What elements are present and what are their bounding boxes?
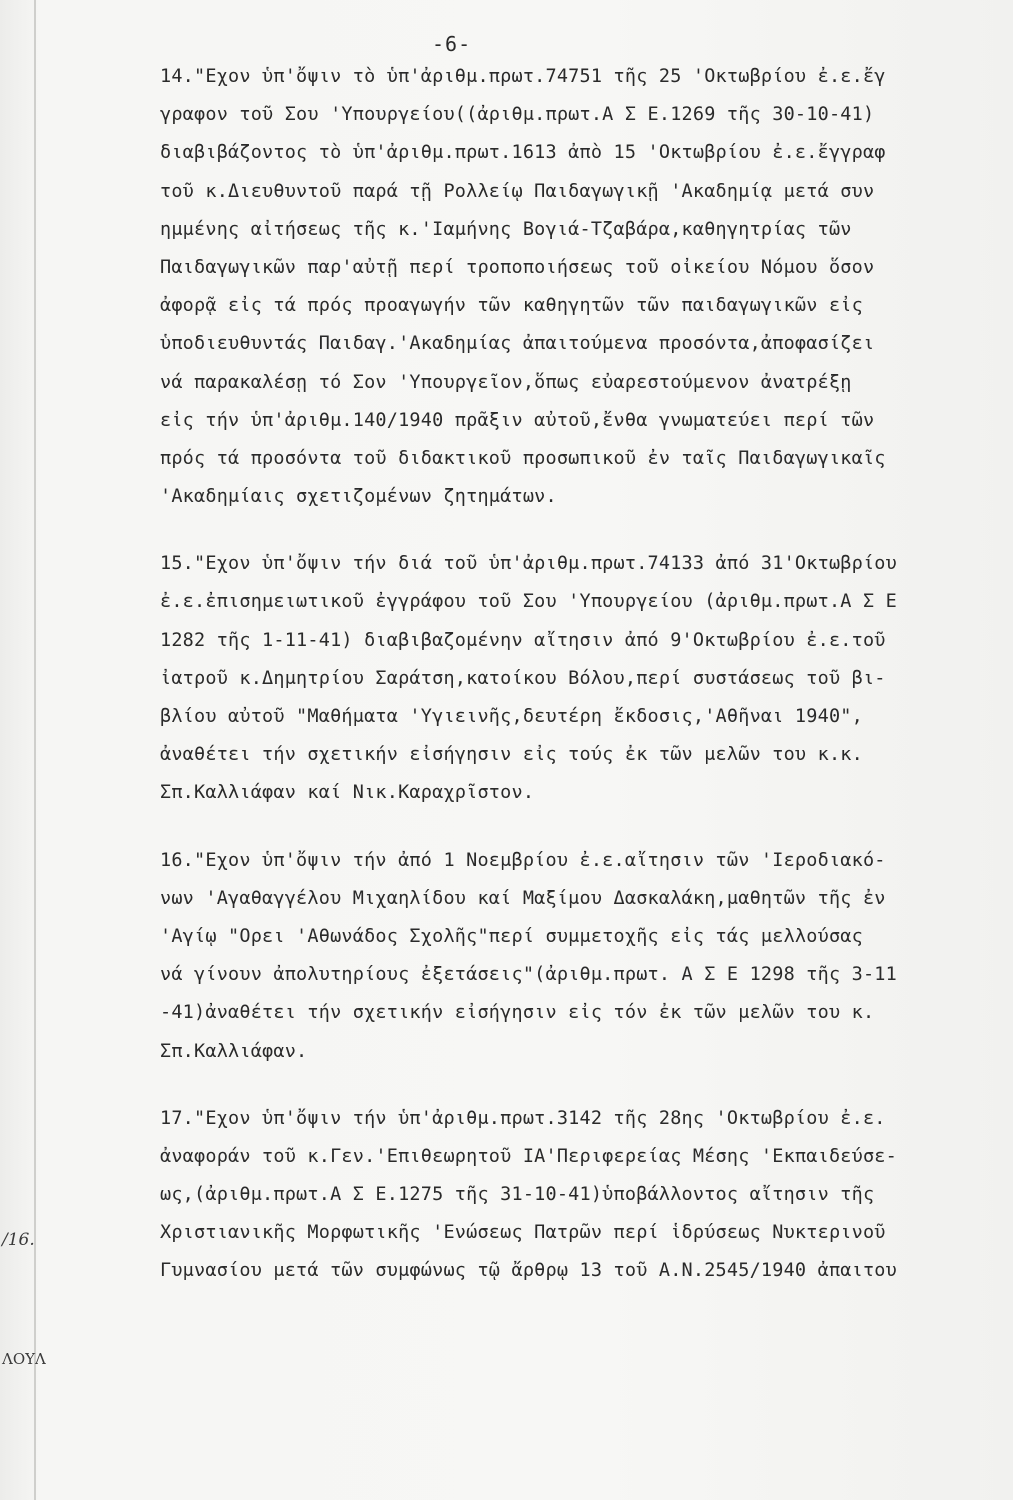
text-line: εἰς τήν ὑπ'ἀριθμ.140/1940 πρᾶξιν αὐτοῦ,ἔνθα γνωματεύει περί τῶν — [160, 409, 875, 431]
text-line: 16."Εχον ὑπ'ὄψιν τήν ἀπό 1 Νοεμβρίου ἐ.ε.αἴτησιν τῶν 'Ιεροδιακό- — [160, 849, 886, 871]
text-line: ἐ.ε.ἐπισημειωτικοῦ ἐγγράφου τοῦ Σου 'Υπουργείου (ἀριθμ.πρωτ.Α Σ Ε — [160, 591, 897, 613]
margin-note: /16. — [2, 1230, 35, 1250]
paragraph-item-16 — [160, 842, 1010, 1071]
text-line: ἰατροῦ κ.Δημητρίου Σαράτση,κατοίκου Βόλου,περί συστάσεως τοῦ βι- — [160, 667, 886, 689]
text-line: ως,(ἀριθμ.πρωτ.Α Σ Ε.1275 τῆς 31-10-41)ὑποβάλλοντος αἴτησιν τῆς — [160, 1184, 875, 1206]
text-line: ὑποδιευθυντάς Παιδαγ.'Ακαδημίας ἀπαιτούμενα προσόντα,ἀποφασίζει — [160, 333, 875, 355]
text-line: Χριστιανικῆς Μορφωτικῆς 'Ενώσεως Πατρῶν περί ἱδρύσεως Νυκτερινοῦ — [160, 1222, 886, 1244]
text-line: νά παρακαλέσῃ τό Σον 'Υπουργεῖον,ὅπως εὐαρεστούμενον ἀνατρέξῃ — [160, 371, 852, 393]
text-line: 'Αγίῳ "Ορει 'Αθωνάδος Σχολῆς"περί συμμετοχῆς εἰς τάς μελλούσας — [160, 925, 863, 947]
text-line: Σπ.Καλλιάφαν. — [160, 1040, 308, 1062]
text-line: νά γίνουν ἀπολυτηρίους ἐξετάσεις"(ἀριθμ.πρωτ. Α Σ Ε 1298 τῆς 3-11 — [160, 964, 897, 986]
text-line: διαβιβάζοντος τὸ ὑπ'ἀριθμ.πρωτ.1613 ἀπὸ 15 'Οκτωβρίου ἐ.ε.ἔγγραφ — [160, 142, 886, 164]
text-line: βλίου αὐτοῦ "Μαθήματα 'Υγιεινῆς,δευτέρη ἔκδοσις,'Αθῆναι 1940", — [160, 706, 863, 727]
text-line: 'Ακαδημίαις σχετιζομένων ζητημάτων. — [160, 486, 557, 508]
text-line: Παιδαγωγικῶν παρ'αὐτῇ περί τροποποιήσεως τοῦ οἰκείου Νόμου ὅσον — [160, 256, 875, 278]
margin-note: ΛΟΥΛ — [2, 1350, 46, 1368]
text-line: -41)ἀναθέτει τήν σχετικήν εἰσήγησιν εἰς τόν ἐκ τῶν μελῶν του κ. — [160, 1002, 875, 1024]
text-line: ἀναφοράν τοῦ κ.Γεν.'Επιθεωρητοῦ ΙΑ'Περιφερείας Μέσης 'Εκπαιδεύσε- — [160, 1145, 897, 1167]
text-line: νων 'Αγαθαγγέλου Μιχαηλίδου καί Μαξίμου Δασκαλάκη,μαθητῶν τῆς ἐν — [160, 887, 886, 909]
paragraph-item-14 — [160, 58, 1010, 516]
text-line: γραφον τοῦ Σου 'Υπουργείου((ἀριθμ.πρωτ.Α Σ Ε.1269 τῆς 30-10-41) — [160, 104, 875, 126]
document-body — [160, 58, 1010, 1320]
paragraph-item-15 — [160, 545, 1010, 812]
text-line: Γυμνασίου μετά τῶν συμφώνως τῷ ἄρθρῳ 13 τοῦ Α.Ν.2545/1940 ἀπαιτου — [160, 1260, 897, 1282]
text-line: 17."Εχον ὑπ'ὄψιν τήν ὑπ'ἀριθμ.πρωτ.3142 τῆς 28ης 'Οκτωβρίου ἐ.ε. — [160, 1107, 886, 1129]
text-line: τοῦ κ.Διευθυντοῦ παρά τῇ Ρολλείῳ Παιδαγωγικῇ 'Ακαδημίᾳ μετά συν — [160, 180, 875, 202]
text-line: 15."Εχον ὑπ'ὄψιν τήν διά τοῦ ὑπ'ἀριθμ.πρωτ.74133 ἀπό 31'Οκτωβρίου — [160, 553, 897, 575]
page-edge-line — [34, 0, 36, 1500]
paragraph-item-17 — [160, 1100, 1010, 1291]
page-number: -6- — [432, 32, 472, 56]
text-line: ἀναθέτει τήν σχετικήν εἰσήγησιν εἰς τούς ἐκ τῶν μελῶν του κ.κ. — [160, 744, 863, 766]
text-line: πρός τά προσόντα τοῦ διδακτικοῦ προσωπικοῦ ἐν ταῖς Παιδαγωγικαῖς — [160, 447, 886, 469]
text-line: ἀφορᾷ εἰς τά πρός προαγωγήν τῶν καθηγητῶν τῶν παιδαγωγικῶν εἰς — [160, 295, 863, 317]
text-line: 1282 τῆς 1-11-41) διαβιβαζομένην αἴτησιν ἀπό 9'Οκτωβρίου ἐ.ε.τοῦ — [160, 629, 886, 651]
text-line: ημμένης αἰτήσεως τῆς κ.'Ιαμήνης Βογιά-Τζαβάρα,καθηγητρίας τῶν — [160, 218, 852, 240]
text-line: 14."Εχον ὑπ'ὄψιν τὸ ὑπ'ἀριθμ.πρωτ.74751 τῆς 25 'Οκτωβρίου ἐ.ε.ἔγ — [160, 66, 886, 87]
text-line: Σπ.Καλλιάφαν καί Νικ.Καραχρῖστον. — [160, 782, 535, 804]
